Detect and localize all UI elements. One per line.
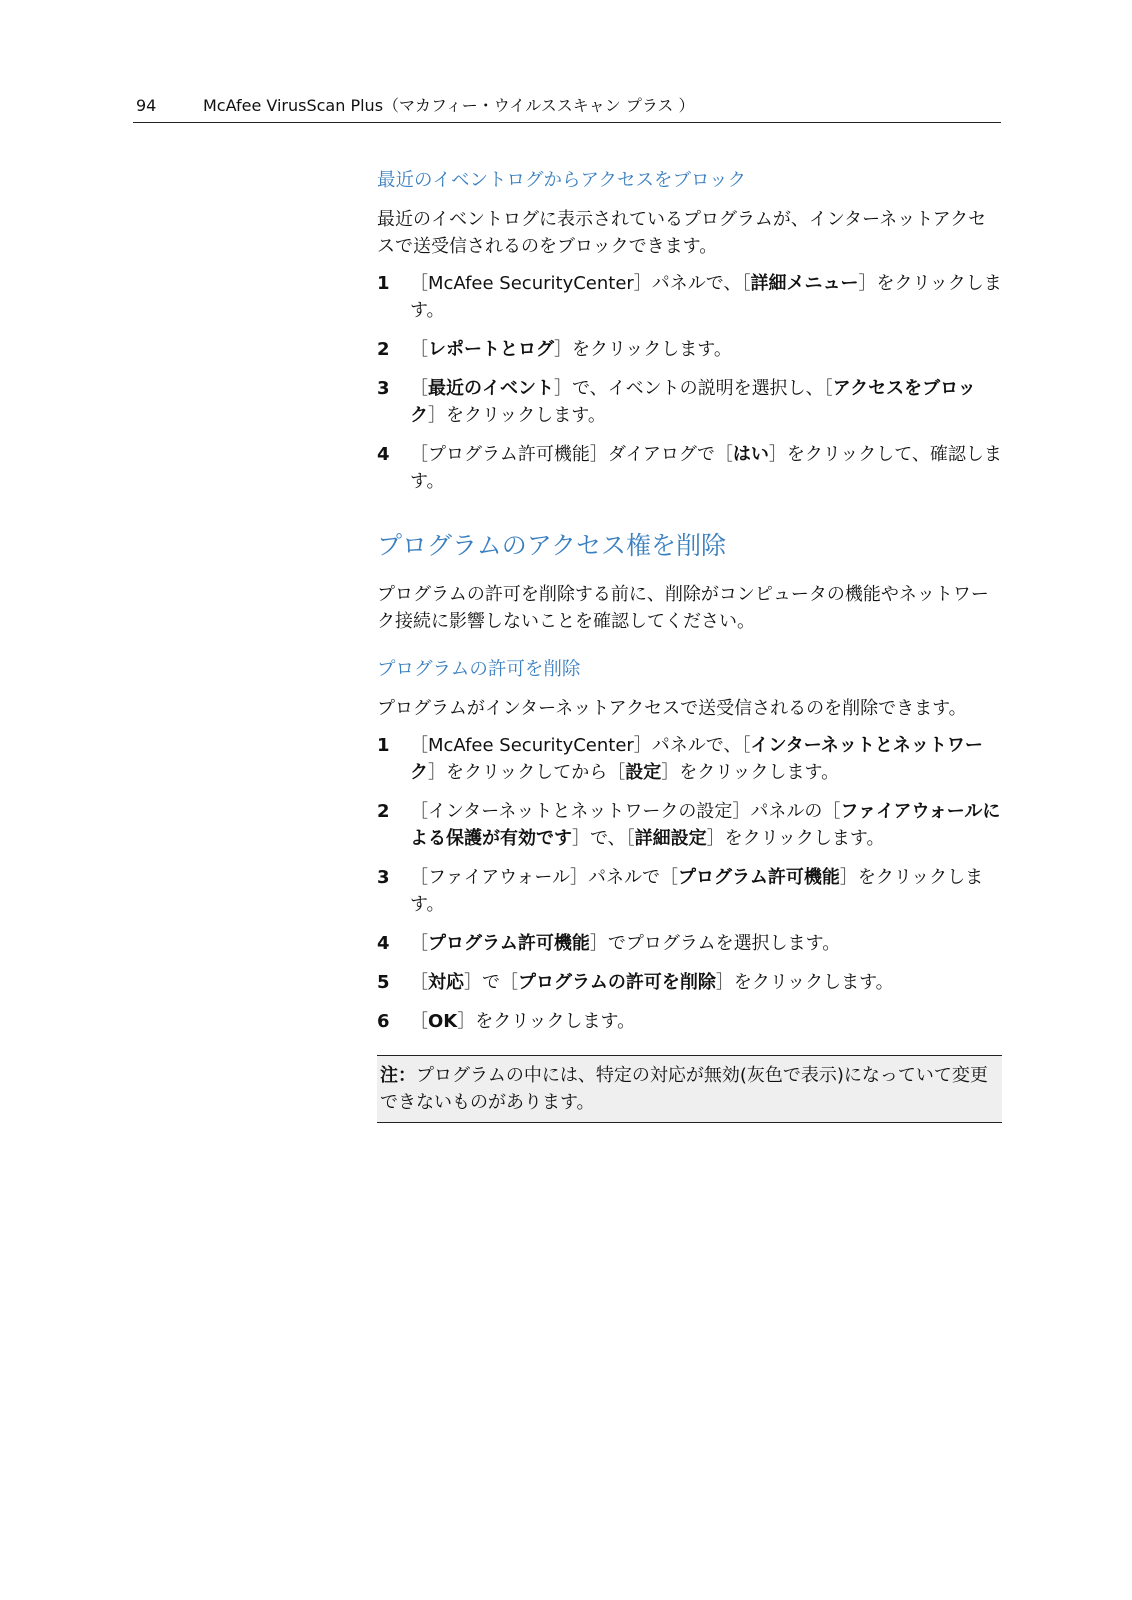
step-number: 2 (377, 339, 390, 360)
step-text: ［ (410, 378, 428, 399)
ui-term: プログラムの許可を削除 (518, 972, 716, 993)
section-intro-remove-access: プログラムの許可を削除する前に、削除がコンピュータの機能やネットワーク接続に影響しないことを確認してください。 (377, 584, 989, 632)
page-number: 94 (136, 96, 157, 115)
step-text: ］をクリックします。 (457, 1011, 636, 1032)
step-text: ］をクリックします。 (410, 867, 984, 915)
step-text: ［ファイアウォール］パネルで［ (410, 867, 679, 888)
step-number: 2 (377, 801, 390, 822)
step-text: ］で、［ (572, 828, 635, 849)
step-text: ［McAfee SecurityCenter］パネルで、［ (410, 273, 751, 294)
ui-term: ファイアウォールによる保護が有効です (410, 801, 1001, 849)
list-item (377, 1008, 1002, 1035)
step-number: 3 (377, 867, 390, 888)
main-content (377, 168, 1002, 1123)
note-box (377, 1055, 1002, 1123)
step-text: ］をクリックしてから［ (428, 762, 626, 783)
step-list-block-access (377, 270, 1002, 495)
step-text: ［ (410, 972, 428, 993)
step-number: 4 (377, 444, 390, 465)
subsection-heading-remove-permission: プログラムの許可を削除 (377, 659, 581, 680)
step-text: ］で、イベントの説明を選択し、［ (554, 378, 833, 399)
step-number: 4 (377, 933, 390, 954)
step-text: ］で［ (464, 972, 518, 993)
list-item (377, 930, 1002, 957)
header-title: McAfee VirusScan Plus（マカフィー・ウイルススキャン プラス ） (203, 96, 695, 115)
section-heading-remove-access: プログラムのアクセス権を削除 (377, 531, 727, 560)
note-text: プログラムの中には、特定の対応が無効(灰色で表示)になっていて変更できないものがあります。 (380, 1065, 988, 1113)
ui-term: レポートとログ (428, 339, 554, 360)
step-text: ］でプログラムを選択します。 (589, 933, 841, 954)
step-text: ］をクリックします。 (715, 972, 894, 993)
list-item (377, 969, 1002, 996)
step-text: ］をクリックします。 (706, 828, 885, 849)
list-item (377, 270, 1002, 324)
step-text: ［インターネットとネットワークの設定］パネルの［ (410, 801, 841, 822)
ui-term: 詳細設定 (634, 828, 707, 849)
step-text: ［ (410, 1011, 428, 1032)
step-text: ］をクリックします。 (428, 405, 606, 426)
step-text: ［ (410, 339, 428, 360)
ui-term: プログラム許可機能 (678, 867, 840, 888)
ui-term: OK (428, 1011, 458, 1032)
ui-term: 最近のイベント (428, 378, 554, 399)
ui-term: はい (732, 444, 769, 465)
note-label: 注： (380, 1065, 416, 1086)
section-heading-block-access: 最近のイベントログからアクセスをブロック (377, 170, 747, 191)
step-text: ［プログラム許可機能］ダイアログで［ (410, 444, 733, 465)
list-item (377, 336, 1002, 363)
list-item (377, 375, 1002, 429)
ui-term: インターネットとネットワーク (410, 735, 983, 783)
section-intro-block-access: 最近のイベントログに表示されているプログラムが、インターネットアクセスで送受信されるのをブロックできます。 (377, 209, 987, 257)
step-number: 6 (377, 1011, 390, 1032)
step-number: 3 (377, 378, 390, 399)
step-text: ］をクリックします。 (410, 273, 1002, 321)
ui-term: プログラム許可機能 (428, 933, 590, 954)
subsection-intro-remove-permission: プログラムがインターネットアクセスで送受信されるのを削除できます。 (377, 698, 967, 719)
step-list-remove-permission (377, 732, 1002, 1035)
step-text: ］をクリックして、確認します。 (410, 444, 1002, 492)
step-text: ［ (410, 933, 428, 954)
list-item (377, 864, 1002, 918)
list-item (377, 798, 1002, 852)
ui-term: 対応 (428, 972, 464, 993)
ui-term: 設定 (625, 762, 662, 783)
step-number: 1 (377, 273, 390, 294)
step-text: ］をクリックします。 (661, 762, 840, 783)
list-item (377, 441, 1002, 495)
step-number: 5 (377, 972, 390, 993)
step-text: ［McAfee SecurityCenter］パネルで、［ (410, 735, 751, 756)
step-number: 1 (377, 735, 390, 756)
list-item (377, 732, 1002, 786)
step-text: ］をクリックします。 (554, 339, 732, 360)
ui-term: アクセスをブロック (410, 378, 976, 426)
page-header (133, 96, 1001, 123)
ui-term: 詳細メニュー (750, 273, 859, 294)
